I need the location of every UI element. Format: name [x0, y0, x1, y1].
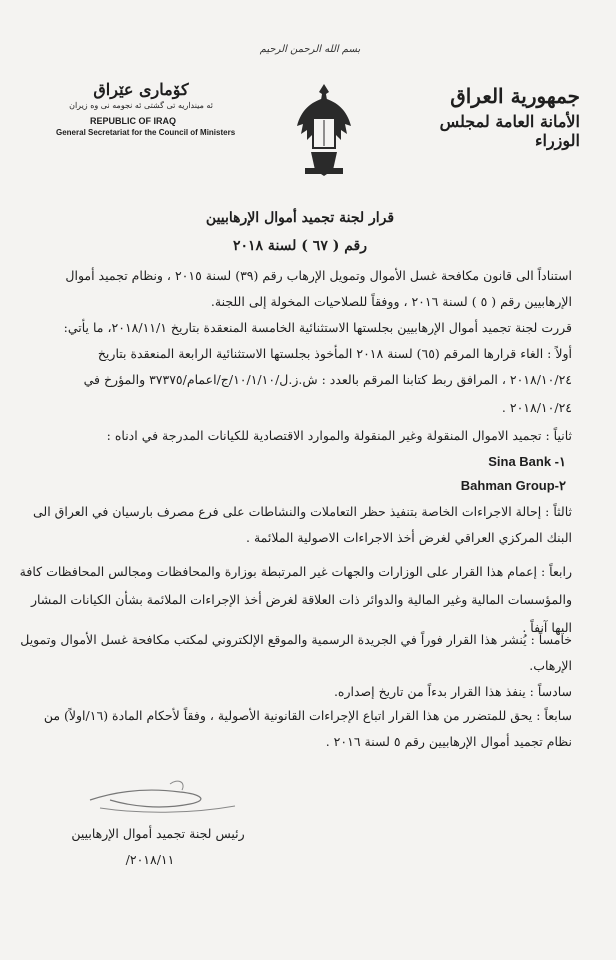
- entity-item: Bahman Group-٢: [460, 478, 566, 493]
- body-line: البنك المركزي العراقي لغرض أخذ الاجراءات الاصولية الملائمة .: [246, 530, 572, 545]
- signatory-title: رئيس لجنة تجميد أموال الإرهابيين: [71, 826, 245, 841]
- signature-scribble-icon: [60, 770, 260, 830]
- secretariat-name-kurdish: ئه‌ مینداریه‌ تی گشتی ئه‌ نجومه‌ نی وه‌ زیران: [69, 101, 213, 110]
- body-line: سابعاً : يحق للمتضرر من هذا القرار اتباع الإجراءات القانونية الأصولية ، وفقاً لأحكام المادة (١٦/اولاً) من: [43, 708, 572, 723]
- basmala: بسم الله الرحمن الرحيم: [259, 44, 361, 55]
- country-name-english: REPUBLIC OF IRAQ: [90, 116, 177, 126]
- entity-item: Sina Bank -١: [488, 454, 566, 469]
- signature-date: ٢٠١٨/١١/: [125, 852, 175, 867]
- body-line: خامساً : يُنشر هذا القرار فوراً في الجريدة الرسمية والموقع الإلكتروني لمكتب مكافحة غسل الأموال وتمويل: [20, 632, 572, 647]
- header-kurdish-english: [56, 80, 236, 137]
- decree-number: رقم ( ٦٧ ) لسنة ٢٠١٨: [232, 238, 367, 254]
- body-line: رابعاً : إعمام هذا القرار على الوزارات والجهات غير المرتبطة بوزارة والمحافظات ومجالس المحافظات كافة: [19, 564, 572, 579]
- header-arabic: [430, 84, 580, 150]
- body-line: ٢٠١٨/١٠/٢٤ .: [501, 400, 572, 415]
- secretariat-name-english: General Secretariat for the Council of Ministers: [56, 128, 236, 137]
- decree-title: قرار لجنة تجميد أموال الإرهابيين: [205, 210, 395, 226]
- eagle-emblem-icon: [293, 80, 355, 180]
- body-line: الإرهابيين رقم ( ٥ ) لسنة ٢٠١٦ ، ووفقاً للصلاحيات المخولة إلى اللجنة.: [210, 294, 572, 309]
- country-name-kurdish: كۆماری عێراق: [93, 80, 189, 99]
- secretariat-name-arabic: الأمانة العامة لمجلس الوزراء: [439, 112, 580, 150]
- body-line: والمؤسسات المالية وغير المالية والدوائر ذات العلاقة لغرض أخذ الإجراءات الملائمة بشأن الكيانات المشار: [30, 592, 572, 607]
- body-line: ثانياً : تجميد الاموال المنقولة وغير المنقولة والموارد الاقتصادية للكيانات المدرجة في ادناه :: [106, 428, 572, 443]
- body-line: الإرهاب.: [529, 658, 572, 673]
- body-line: قررت لجنة تجميد أموال الإرهابيين بجلستها الاستثنائية الخامسة المنعقدة بتاريخ ٢٠١٨/١١/١، ما يأتي:: [63, 320, 572, 335]
- body-line: ٢٠١٨/١٠/٢٤ ، المرافق ربط كتابنا المرقم بالعدد : ش.ز.ل/١٠/١/١٠/ج/اعمام/٣٧٣٧٥ والمؤرخ في: [83, 372, 572, 387]
- body-line: نظام تجميد أموال الإرهابيين رقم ٥ لسنة ٢٠١٦ .: [325, 734, 572, 749]
- country-name-arabic: جمهورية العراق: [450, 84, 580, 108]
- body-line: ثالثاً : إحالة الاجراءات الخاصة بتنفيذ حظر التعاملات والنشاطات على فرع مصرف بارسيان في العراق الى: [32, 504, 572, 519]
- body-line: سادساً : ينفذ هذا القرار بدءاً من تاريخ إصداره.: [333, 684, 572, 699]
- body-line: أولاً : الغاء قرارها المرقم (٦٥) لسنة ٢٠١٨ المأخوذ بجلستها الاستثنائية الرابعة المنعقدة بتاريخ: [97, 346, 572, 361]
- body-line: استناداً الى قانون مكافحة غسل الأموال وتمويل الإرهاب رقم (٣٩) لسنة ٢٠١٥ ، ونظام تجميد أموال: [65, 268, 572, 283]
- body-line: اليها آنفاً .: [522, 620, 572, 635]
